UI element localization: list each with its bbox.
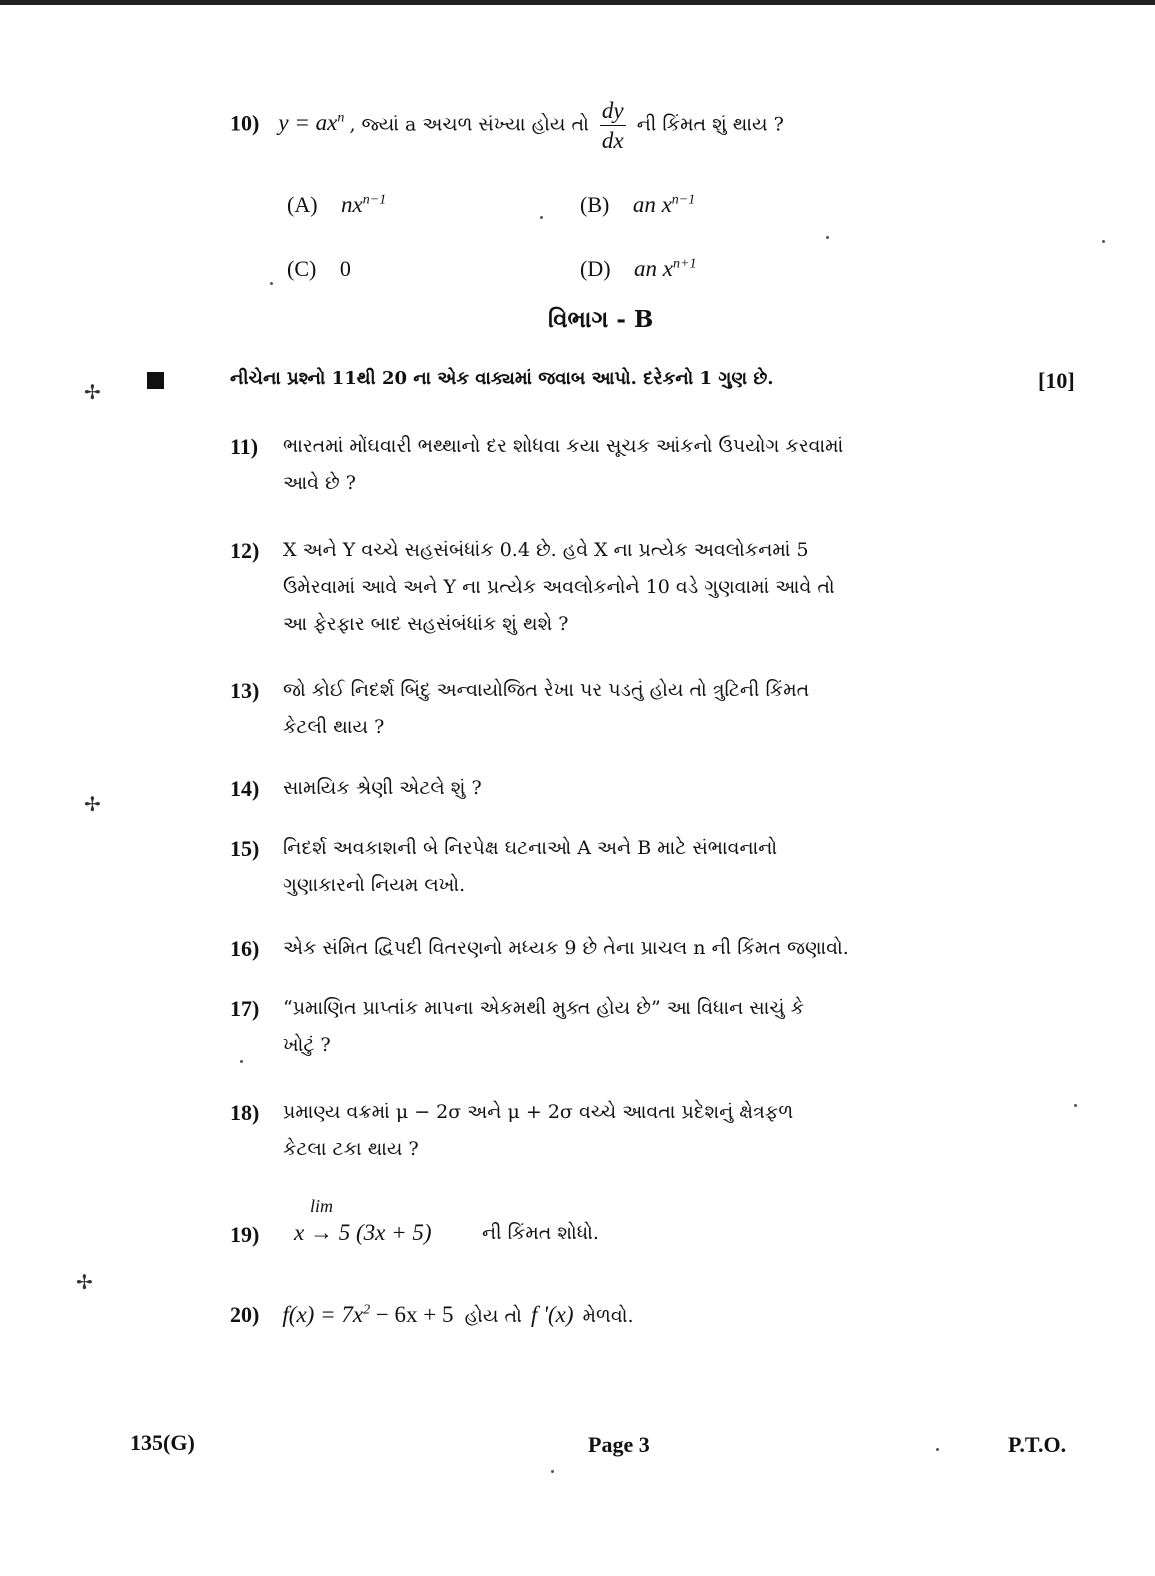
question-line: કેટલા ટકા થાય ?	[283, 1138, 419, 1160]
function-expr: f(x) = 7x	[282, 1302, 364, 1327]
function-definition	[282, 1302, 453, 1327]
scan-speck	[270, 282, 273, 285]
question-number: 20)	[230, 1302, 260, 1327]
section-marks: [10]	[1038, 368, 1075, 393]
question-line: સામયિક શ્રેણી એટલે શું ?	[283, 777, 482, 799]
question-line: ભારતમાં મોંઘવારી ભથ્થાનો દર શોધવા કયા સૂચક આંકનો ઉપયોગ કરવામાં	[283, 435, 844, 457]
option-label: (D)	[580, 256, 611, 281]
option-base: an x	[632, 192, 672, 217]
question-line: X અને Y વચ્ચે સહસંબંધાંક 0.4 છે. હવે X ના પ્રત્યેક અવલોકનમાં 5	[283, 539, 809, 561]
question-line: ખોટું ?	[283, 1034, 331, 1056]
scan-mark: ✢	[84, 380, 101, 404]
question-number: 15)	[230, 836, 260, 861]
question-line: આવે છે ?	[283, 472, 356, 494]
question-body	[283, 930, 973, 967]
derivative-fraction	[600, 98, 626, 154]
option-exponent: n+1	[673, 256, 697, 272]
question-body	[283, 1094, 973, 1168]
scan-mark: ✢	[76, 1270, 93, 1294]
question-number: 19)	[230, 1222, 260, 1247]
question-line: નિદર્શ અવકાશની બે નિરપેક્ષ ઘટનાઓ A અને B માટે સંભાવનાનો	[283, 837, 778, 859]
question-number: 11)	[230, 434, 259, 459]
scan-mark: ✢	[84, 792, 101, 816]
question-line: પ્રમાણ્ય વક્રમાં μ − 2σ અને μ + 2σ વચ્ચે આવતા પ્રદેશનું ક્ષેત્રફળ	[283, 1101, 794, 1123]
option-d	[580, 256, 696, 282]
pto-label: P.T.O.	[1008, 1432, 1067, 1457]
page-top-border	[0, 0, 1155, 5]
question-number: 16)	[230, 936, 260, 961]
equation-exponent: n	[337, 110, 345, 126]
scan-speck	[551, 1470, 554, 1473]
scan-speck	[1102, 240, 1105, 243]
question-number: 14)	[230, 776, 260, 801]
option-value: 0	[339, 256, 351, 281]
option-a	[287, 192, 386, 218]
question-line: એક સંમિત દ્વિપદી વિતરણનો મધ્યક 9 છે તેના પ્રાચલ n ની કિંમત જણાવો.	[283, 937, 849, 959]
option-label: (A)	[287, 192, 318, 217]
question-text: ની કિંમત શોધો.	[482, 1222, 599, 1244]
option-label: (C)	[287, 256, 317, 281]
scan-speck	[540, 216, 543, 219]
fraction-denominator: dx	[601, 128, 624, 154]
function-expr-rest: − 6x + 5	[375, 1302, 454, 1327]
question-number: 10)	[230, 110, 260, 136]
page-number: Page 3	[588, 1432, 650, 1457]
section-instruction: નીચેના પ્રશ્નો 11થી 20 ના એક વાક્યમાં જવાબ આપો. દરેકનો 1 ગુણ છે.	[230, 368, 774, 389]
question-text-end: ની કિંમત શું થાય ?	[636, 113, 784, 136]
question-line: “પ્રમાણિત પ્રાપ્તાંક માપના એકમથી મુક્ત હોય છે” આ વિધાન સાચું કે	[283, 997, 805, 1019]
equation-base: y = ax	[278, 110, 338, 136]
option-base: an x	[634, 256, 674, 281]
question-number: 13)	[230, 678, 260, 703]
question-text-end: મેળવો.	[582, 1305, 634, 1327]
limit-label: lim	[310, 1196, 334, 1216]
question-text: , જ્યાં a અચળ સંખ્યા હોય તો	[349, 113, 589, 136]
question-body	[283, 830, 973, 904]
option-value	[634, 256, 696, 281]
derivative-expression: f '(x)	[530, 1302, 574, 1327]
scan-speck	[240, 1060, 243, 1063]
scan-speck	[1074, 1104, 1077, 1107]
question-body	[283, 990, 973, 1064]
question-body	[283, 672, 973, 746]
scan-speck	[826, 236, 829, 239]
question-line: ગુણાકારનો નિયમ લખો.	[283, 874, 466, 896]
question-number: 12)	[230, 538, 260, 563]
equation	[278, 110, 344, 135]
option-base: nx	[341, 192, 363, 217]
question-line: ઉમેરવામાં આવે અને Y ના પ્રત્યેક અવલોકનોને 10 વડે ગુણવામાં આવે તો	[283, 576, 835, 598]
function-exponent: 2	[363, 1302, 371, 1318]
question-20	[230, 1302, 634, 1328]
option-b	[580, 192, 695, 218]
option-exponent: n−1	[362, 192, 387, 208]
question-line: આ ફેરફાર બાદ સહસંબંધાંક શું થશે ?	[283, 613, 569, 635]
question-number: 17)	[230, 996, 260, 1021]
question-body	[283, 428, 973, 502]
question-body	[283, 532, 973, 643]
option-exponent: n−1	[671, 192, 696, 208]
fraction-numerator: dy	[600, 98, 626, 126]
option-value	[633, 192, 695, 217]
question-line: જો કોઈ નિદર્શ બિંદુ અન્વાયોજિત રેખા પર પડતું હોય તો ત્રુટિની કિંમત	[283, 679, 810, 701]
section-heading: વિભાગ - B	[548, 306, 654, 333]
limit-expression: x → 5 (3x + 5)	[294, 1220, 432, 1245]
option-value	[341, 192, 386, 217]
option-c	[287, 256, 351, 282]
question-line: કેટલી થાય ?	[283, 716, 385, 738]
question-text: હોય તો	[464, 1305, 522, 1327]
bullet-square	[147, 372, 164, 389]
option-label: (B)	[580, 192, 610, 217]
question-body	[283, 770, 973, 807]
question-number: 18)	[230, 1100, 260, 1125]
question-10	[230, 98, 784, 154]
scan-speck	[936, 1448, 939, 1451]
paper-code: 135(G)	[130, 1430, 195, 1455]
question-19	[230, 1196, 599, 1247]
